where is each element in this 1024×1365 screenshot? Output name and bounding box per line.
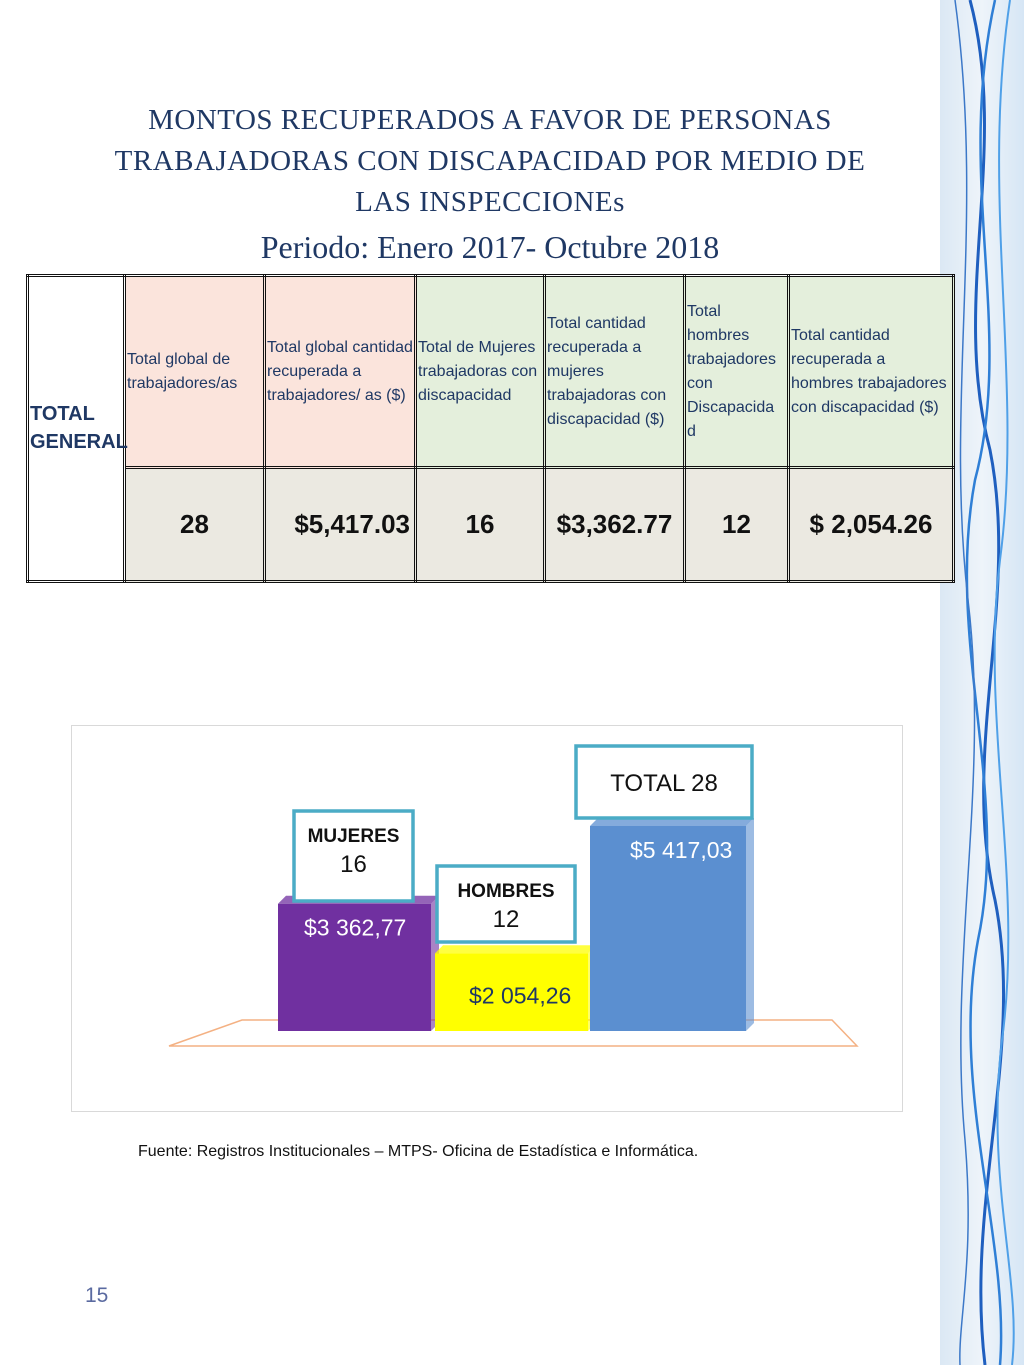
callout-label-hombres: HOMBRES (457, 881, 555, 902)
title-line-1: MONTOS RECUPERADOS A FAVOR DE PERSONAS (148, 104, 832, 136)
callout-count-mujeres: 16 (340, 851, 367, 878)
callout-count-hombres: 12 (492, 906, 520, 933)
title-line-3: LAS INSPECCIONEs (355, 186, 625, 218)
value-recuperado-hombres: $ 2,054.26 (789, 468, 954, 582)
value-total-mujeres: 16 (416, 468, 545, 582)
bar-chart (71, 725, 903, 1112)
header-total-mujeres: Total de Mujeres trabajadoras con discapacidad (416, 276, 545, 468)
bar-value-label-hombres: $2 054,26 (469, 982, 572, 1009)
page-title (60, 100, 920, 269)
source-note: Fuente: Registros Institucionales – MTPS- Oficina de Estadística e Informática. (138, 1143, 699, 1160)
header-total-recuperado: Total global cantidad recuperada a trabajadores/ as ($) (265, 276, 416, 468)
bar-side-total (746, 818, 754, 1031)
callout-label-total: TOTAL 28 (610, 770, 718, 797)
bar-value-label-total: $5 417,03 (630, 837, 733, 863)
bar-top-hombres (435, 945, 596, 953)
bar-chart-svg (72, 726, 902, 1111)
decorative-side-border (940, 0, 1024, 1365)
row-label-total-general: TOTAL GENERAL (28, 276, 125, 582)
title-period: Periodo: Enero 2017- Octubre 2018 (260, 229, 720, 265)
summary-table (26, 274, 955, 583)
value-total-trabajadores: 28 (125, 468, 265, 582)
value-total-hombres: 12 (685, 468, 789, 582)
header-recuperado-hombres: Total cantidad recuperada a hombres trabajadores con discapacidad ($) (789, 276, 954, 468)
value-total-recuperado: $5,417.03 (265, 468, 416, 582)
title-line-2: TRABAJADORAS CON DISCAPACIDAD POR MEDIO DE (114, 145, 866, 177)
header-total-trabajadores: Total global de trabajadores/as (125, 276, 265, 468)
header-total-hombres: Total hombres trabajadores con Discapacida d (685, 276, 789, 468)
header-recuperado-mujeres: Total cantidad recuperada a mujeres trabajadoras con discapacidad ($) (545, 276, 685, 468)
value-recuperado-mujeres: $3,362.77 (545, 468, 685, 582)
callout-label-mujeres: MUJERES (307, 826, 400, 847)
page-number: 15 (85, 1284, 109, 1307)
bar-value-label-mujeres: $3 362,77 (304, 914, 407, 941)
